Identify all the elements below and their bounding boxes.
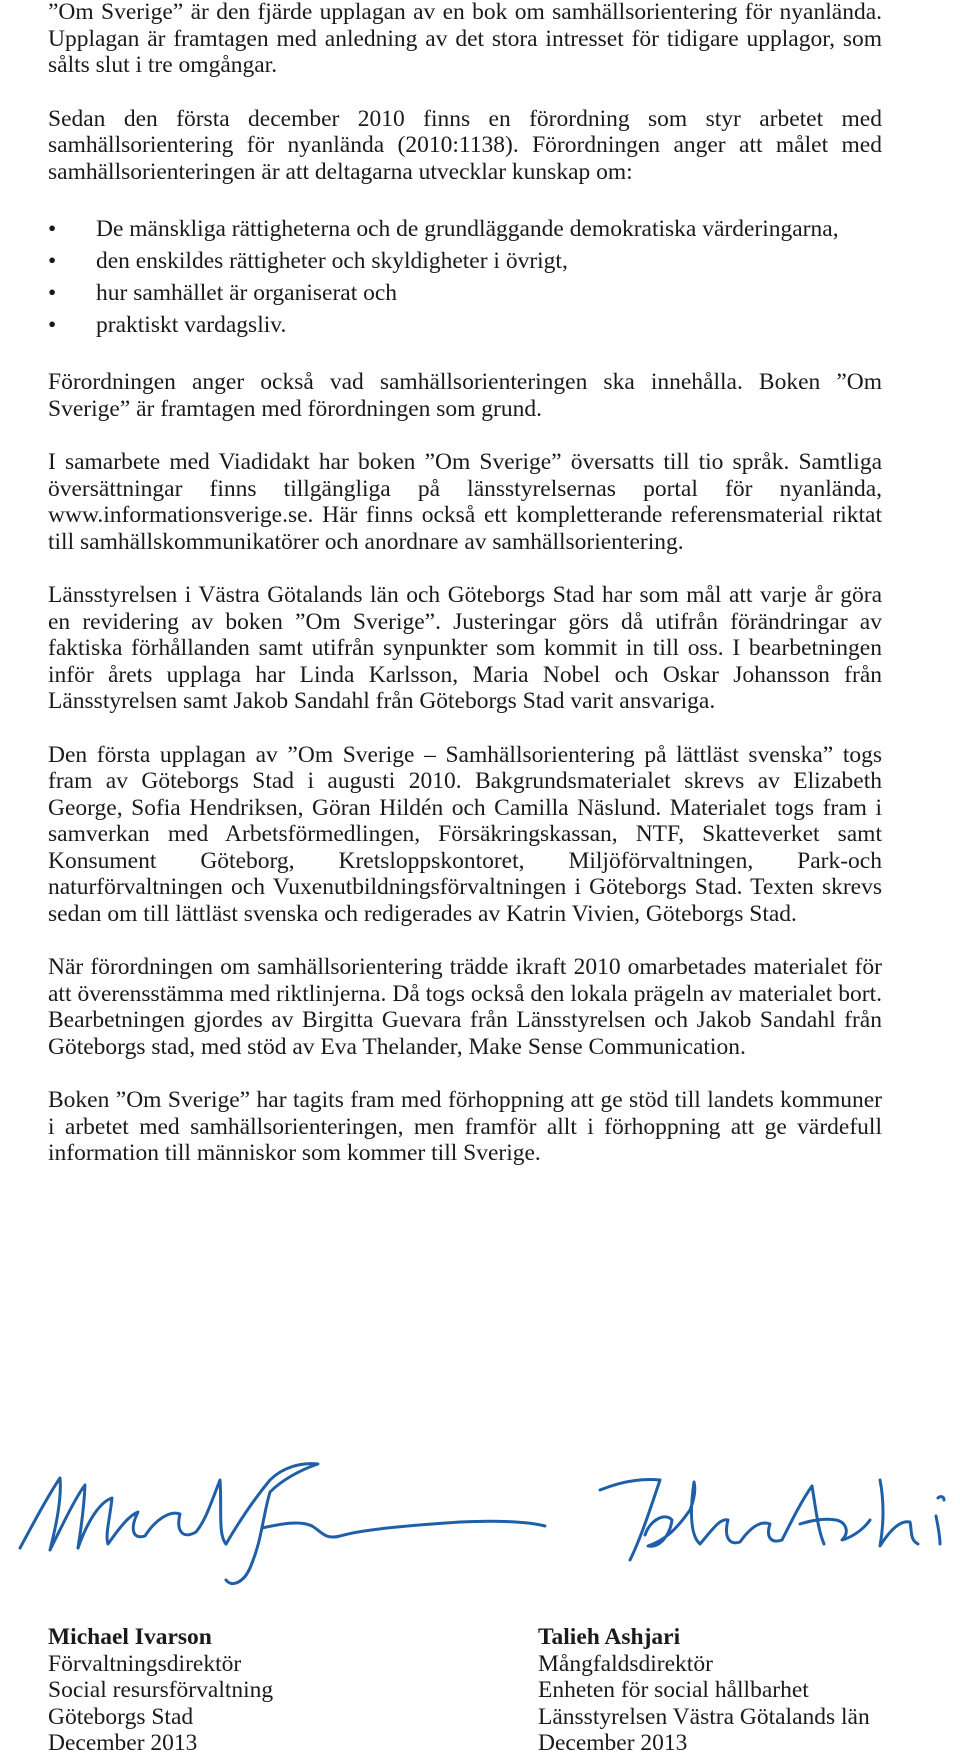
spacer xyxy=(48,1060,882,1087)
list-item-text: praktiskt vardagsliv. xyxy=(96,312,287,338)
list-item xyxy=(48,245,882,277)
paragraph-intro: ”Om Sverige” är den fjärde upplagan av en bok om samhällsorientering för nyanlända. Upplagan är framtagen med anledning av det stora intresset för tidigare upplagor, som sålts slut i tre omgångar. xyxy=(48,0,882,78)
list-item xyxy=(48,309,882,341)
signatory-org: Social resursförvaltning xyxy=(48,1677,274,1703)
spacer xyxy=(48,555,882,582)
signatory-left xyxy=(48,1624,273,1757)
signatory-title: Mångfaldsdirektör xyxy=(538,1650,713,1677)
signatory-date: December 2013 xyxy=(48,1730,198,1756)
bullet-icon: • xyxy=(48,248,57,274)
spacer xyxy=(48,927,882,954)
list-item xyxy=(48,277,882,309)
spacer xyxy=(48,422,882,449)
list-item xyxy=(48,213,882,245)
paragraph-rework: När förordningen om samhällsorientering trädde ikraft 2010 omarbetades materialet för att överensstämma med riktlinjerna. Då togs också den lokala prägeln av materialet bort. Bearbetningen gjordes av Birgitta Guevara från Länsstyrelsen och Jakob Sandahl från Göteborgs stad, med stöd av Eva Thelander, Make Sense Communication. xyxy=(48,954,882,1060)
list-item-text: den enskildes rättigheter och skyldigheter i övrigt, xyxy=(96,248,568,274)
signature-right-stroke xyxy=(645,1482,782,1546)
signature-right-stroke xyxy=(936,1516,940,1544)
spacer xyxy=(48,715,882,742)
paragraph-translations: I samarbete med Viadidakt har boken ”Om Sverige” översatts till tio språk. Samtliga översättningar finns tillgängliga på länsstyrelsernas portal för nyanlända, www.informationsverige.se. Här finns också ett kompletterande referensmaterial riktat till samhällskommunikatörer och anordnare av samhällsorientering. xyxy=(48,449,882,555)
paragraph-content: Förordningen anger också vad samhällsorienteringen ska innehålla. Boken ”Om Sverige” är framtagen med förordningen som grund. xyxy=(48,369,882,422)
signatory-city: Länsstyrelsen Västra Götalands län xyxy=(538,1703,870,1730)
signature-left-stroke xyxy=(262,1521,545,1537)
signature-right-stroke xyxy=(938,1497,944,1500)
signatory-org: Enheten för social hållbarhet xyxy=(538,1677,809,1703)
paragraph-purpose: Boken ”Om Sverige” har tagits fram med förhoppning att ge stöd till landets kommuner i arbetet med samhällsorienteringen, men framför allt i förhoppning att ge värdefull information till människor som kommer till Sverige. xyxy=(48,1087,882,1166)
signature-right-stroke xyxy=(800,1519,870,1540)
signatory-right xyxy=(538,1624,870,1757)
document-body xyxy=(48,0,882,1167)
signature-image xyxy=(0,1440,960,1600)
paragraph-ordinance: Sedan den första december 2010 finns en förordning som styr arbetet med samhällsorientering för nyanlända (2010:1138). Förordningen anger att målet med samhällsorienteringen är att deltagarna utvecklar kunskap om: xyxy=(48,105,882,185)
knowledge-list xyxy=(48,213,882,341)
signatures xyxy=(0,1440,960,1600)
bullet-icon: • xyxy=(48,312,57,338)
signatory-name: Talieh Ashjari xyxy=(538,1624,681,1650)
signatory-date: December 2013 xyxy=(538,1730,688,1756)
paragraph-first-edition: Den första upplagan av ”Om Sverige – Samhällsorientering på lättläst svenska” togs fram av Göteborgs Stad i augusti 2010. Bakgrundsmaterialet skrevs av Elizabeth George, Sofia Hendriksen, Göran Hildén och Camilla Näslund. Materialet togs fram i samverkan med Arbetsförmedlingen, Försäkringskassan, NTF, Skatteverket samt Konsument Göteborg, Kretsloppskontoret, Miljöförvaltningen, Park-och naturförvaltningen och Vuxenutbildningsförvaltningen i Göteborgs Stad. Texten skrevs sedan om till lättläst svenska och redigerades av Katrin Vivien, Göteborgs Stad. xyxy=(48,741,882,927)
list-item-text: De mänskliga rättigheterna och de grundläggande demokratiska värderingarna, xyxy=(96,216,839,242)
signature-right-stroke xyxy=(600,1479,660,1560)
signatory-city: Göteborgs Stad xyxy=(48,1703,194,1730)
signatory-name: Michael Ivarson xyxy=(48,1624,212,1650)
signature-left-stroke xyxy=(20,1478,85,1550)
signature-right-stroke xyxy=(880,1480,918,1546)
spacer xyxy=(48,79,882,106)
bullet-icon: • xyxy=(48,280,57,306)
paragraph-revision: Länsstyrelsen i Västra Götalands län och Göteborgs Stad har som mål att varje år göra en revidering av boken ”Om Sverige”. Justeringar görs då utifrån förändringar av faktiska förhållanden samt utifrån synpunkter som kommit in till oss. I bearbetningen inför årets upplaga har Linda Karlsson, Maria Nobel och Oskar Johansson från Länsstyrelsen samt Jakob Sandahl från Göteborgs Stad varit ansvariga. xyxy=(48,582,882,714)
signature-left-stroke xyxy=(78,1480,226,1548)
list-item-text: hur samhället är organiserat och xyxy=(96,280,398,306)
signatory-title: Förvaltningsdirektör xyxy=(48,1650,242,1677)
signature-right-stroke xyxy=(782,1486,824,1544)
bullet-icon: • xyxy=(48,216,57,242)
